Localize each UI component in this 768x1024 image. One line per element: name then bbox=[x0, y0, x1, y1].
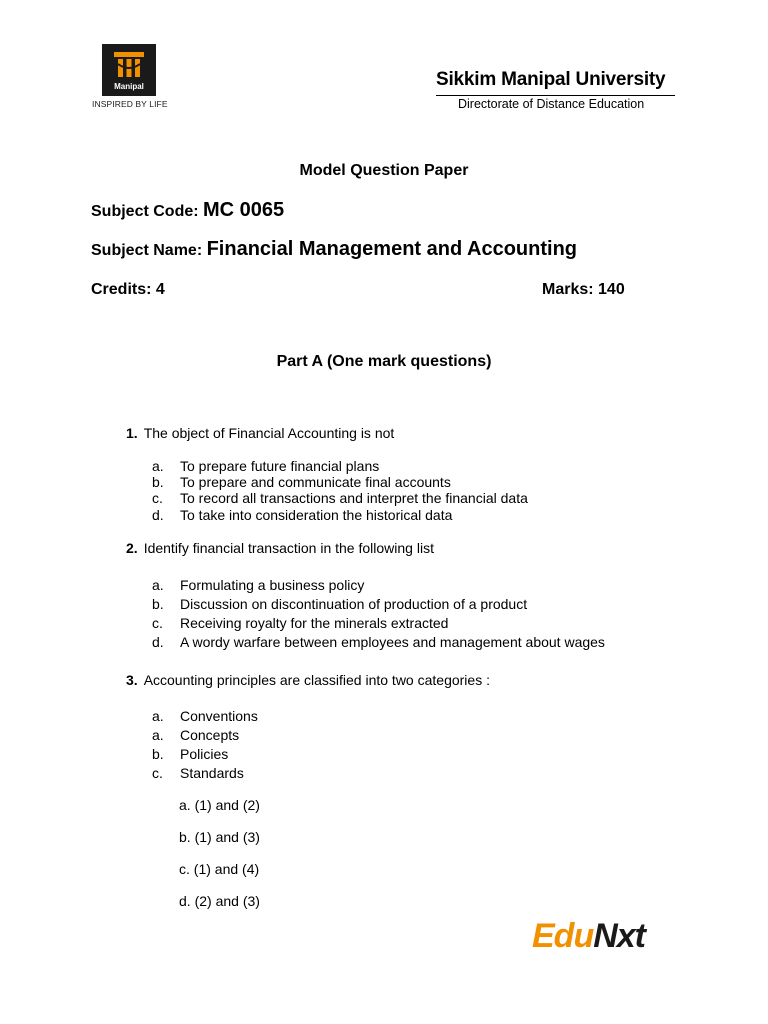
subject-code bbox=[91, 199, 284, 222]
manipal-logo bbox=[102, 44, 156, 96]
answer-choice: c. (1) and (4) bbox=[179, 861, 260, 877]
question-text: The object of Financial Accounting is not bbox=[143, 425, 395, 441]
answer-choice: a. (1) and (2) bbox=[179, 797, 260, 813]
question-option: a. Conventions bbox=[152, 708, 258, 724]
header-divider bbox=[436, 95, 675, 96]
question-2 bbox=[126, 540, 434, 556]
question-option: b. Policies bbox=[152, 746, 229, 762]
question-option: d. To take into consideration the historical data bbox=[152, 507, 453, 523]
question-text: Identify financial transaction in the following list bbox=[143, 540, 434, 556]
question-option: c. Receiving royalty for the minerals extracted bbox=[152, 615, 449, 631]
part-title: Part A (One mark questions) bbox=[276, 353, 492, 370]
question-number: 1. bbox=[126, 425, 138, 441]
edunxt-logo bbox=[532, 917, 645, 956]
question-option: a. To prepare future financial plans bbox=[152, 458, 380, 474]
question-text: Accounting principles are classified into two categories : bbox=[143, 672, 490, 688]
edunxt-logo-part2: Nxt bbox=[593, 917, 646, 955]
question-number: 3. bbox=[126, 672, 138, 688]
subject-name bbox=[91, 238, 577, 261]
university-name: Sikkim Manipal University bbox=[436, 69, 666, 90]
logo-word: Manipal bbox=[114, 82, 144, 91]
question-3 bbox=[126, 672, 490, 688]
question-number: 2. bbox=[126, 540, 138, 556]
directorate-name: Directorate of Distance Education bbox=[458, 97, 645, 111]
question-option: a. Concepts bbox=[152, 727, 240, 743]
subject-code-label: Subject Code: bbox=[91, 203, 204, 220]
manipal-emblem-icon bbox=[112, 50, 146, 80]
subject-name-value: Financial Management and Accounting bbox=[206, 238, 578, 260]
question-option: c. Standards bbox=[152, 765, 244, 781]
credits: Credits: 4 bbox=[91, 281, 165, 298]
question-1 bbox=[126, 425, 394, 441]
question-option: c. To record all transactions and interpret the financial data bbox=[152, 490, 528, 506]
subject-code-value: MC 0065 bbox=[203, 199, 285, 221]
question-option: d. A wordy warfare between employees and management about wages bbox=[152, 634, 605, 650]
logo-tagline: INSPIRED BY LIFE bbox=[92, 99, 168, 109]
answer-choice: b. (1) and (3) bbox=[179, 829, 260, 845]
answer-choice: d. (2) and (3) bbox=[179, 893, 260, 909]
edunxt-logo-part1: Edu bbox=[532, 917, 594, 955]
marks: Marks: 140 bbox=[542, 281, 625, 298]
question-option: b. Discussion on discontinuation of production of a product bbox=[152, 596, 528, 612]
subject-name-label: Subject Name: bbox=[91, 242, 207, 259]
paper-title: Model Question Paper bbox=[299, 162, 469, 179]
question-option: b. To prepare and communicate final accounts bbox=[152, 474, 451, 490]
question-option: a. Formulating a business policy bbox=[152, 577, 365, 593]
